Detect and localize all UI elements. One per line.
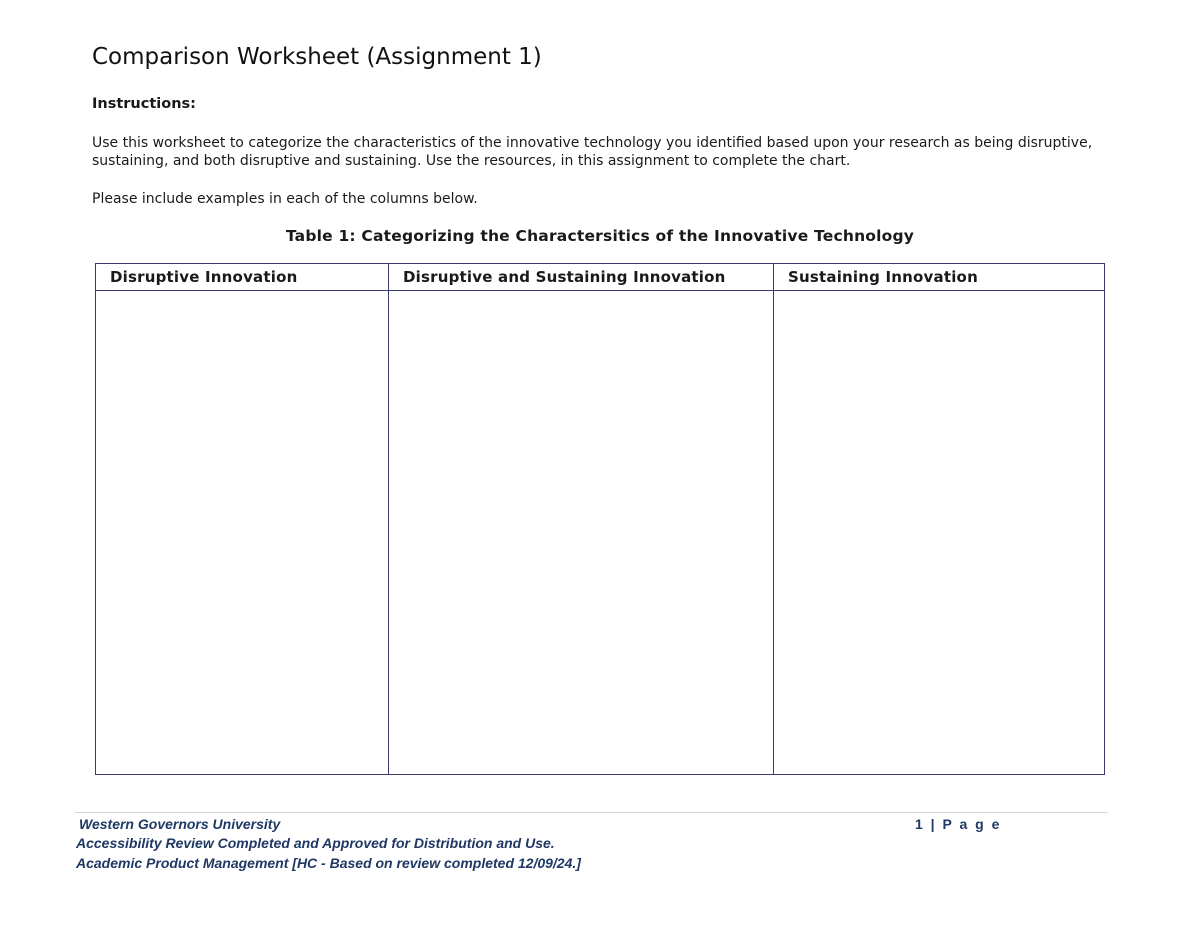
footer-apm-note: Academic Product Management [HC - Based on review completed 12/09/24.] (76, 855, 581, 871)
footer-page-number: 1 | P a g e (915, 816, 1002, 832)
header-sustaining: Sustaining Innovation (774, 264, 1105, 291)
table-header-row (96, 264, 1105, 291)
footer-university: Western Governors University (79, 816, 281, 832)
cell-disruptive[interactable] (96, 291, 389, 775)
instructions-paragraph: Use this worksheet to categorize the characteristics of the innovative technology you identified based upon your research as being disruptive, sustaining, and both disruptive and sustaining. Use the resources, in this assignment to complete the chart. (92, 135, 1093, 169)
footer-review-note: Accessibility Review Completed and Approved for Distribution and Use. (76, 835, 555, 851)
cell-sustaining[interactable] (774, 291, 1105, 775)
header-disruptive: Disruptive Innovation (96, 264, 389, 291)
footer-divider (75, 812, 1108, 813)
table-caption: Table 1: Categorizing the Charactersitics of the Innovative Technology (285, 227, 915, 245)
instructions-heading: Instructions: (92, 96, 196, 112)
examples-note: Please include examples in each of the columns below. (92, 191, 478, 207)
document-title: Comparison Worksheet (Assignment 1) (92, 44, 542, 70)
table-row (96, 291, 1105, 775)
header-disruptive-and-sustaining: Disruptive and Sustaining Innovation (389, 264, 774, 291)
cell-disruptive-and-sustaining[interactable] (389, 291, 774, 775)
categorization-table (95, 263, 1105, 775)
